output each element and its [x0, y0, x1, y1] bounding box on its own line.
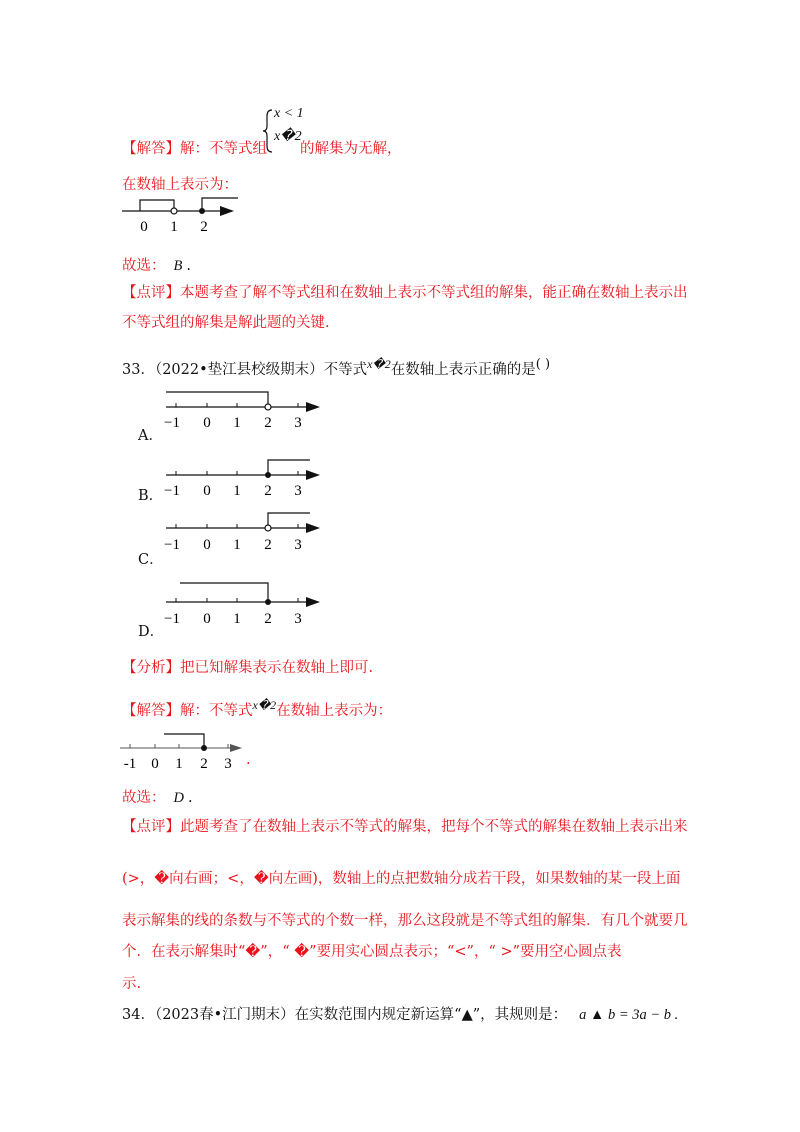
svg-text:1: 1: [175, 756, 183, 772]
answer-bracket: ( ): [535, 357, 551, 372]
option-d-label[interactable]: D．: [138, 624, 165, 640]
q34-stem: 34．（2023春•江门期末）在实数范围内规定新运算“▲”，其规则是： a ▲ b = 3a − b .: [122, 1007, 679, 1023]
prev-comment-line1: 【点评】本题考查了解不等式组和在数轴上表示不等式组的解集，能正确在数轴上表示出: [122, 285, 688, 301]
numberline-intro: 在数轴上表示为：: [122, 177, 238, 193]
q33-comment-line4: 个．在表示解集时“�”，“ �”要用实心圆点表示；“<”，“ >”要用空心圆点表: [122, 944, 622, 960]
svg-text:0: 0: [203, 537, 211, 553]
svg-text:3: 3: [294, 611, 302, 626]
svg-text:1: 1: [233, 611, 241, 626]
prev-numberline: [118, 192, 248, 236]
q33-solution: 【解答】解：不等式$^{x�2}$在数轴上表示为：: [122, 698, 393, 719]
option-a-numberline: [160, 388, 330, 430]
solution-dot: .: [246, 752, 251, 768]
svg-text:1: 1: [233, 483, 241, 496]
q33-comment-line1: 【点评】此题考查了在数轴上表示不等式的解集，把每个不等式的解集在数轴上表示出来: [122, 819, 688, 835]
q33-stem-math: x�2: [367, 357, 391, 371]
option-b-numberline: [160, 454, 330, 496]
svg-text:−1: −1: [164, 483, 180, 496]
system-line1: x < 1: [274, 106, 304, 121]
q33-choice: 故选： D .: [122, 790, 193, 806]
svg-text:-1: -1: [123, 756, 137, 772]
svg-text:2: 2: [264, 611, 272, 626]
tick-label: 2: [200, 219, 208, 235]
tick-label: 0: [140, 219, 148, 235]
open-dot: [171, 208, 177, 214]
svg-text:2: 2: [264, 415, 272, 430]
svg-text:0: 0: [203, 483, 211, 496]
svg-text:1: 1: [233, 537, 241, 553]
filled-dot: [265, 599, 271, 605]
filled-dot: [201, 745, 207, 751]
prev-solution-label: 【解答】解：不等式组: [122, 141, 267, 157]
svg-text:3: 3: [294, 483, 302, 496]
solution-numberline: [118, 728, 258, 772]
option-c-numberline: [160, 505, 330, 553]
q33-comment-line3: 表示解集的线的条数与不等式的个数一样，那么这段就是不等式组的解集．有几个就要几: [122, 913, 688, 929]
option-c-label[interactable]: C．: [138, 552, 164, 568]
q33-solution-math: x�2: [252, 698, 277, 712]
svg-text:1: 1: [233, 415, 241, 430]
q33-comment-line5: 示.: [122, 976, 142, 992]
svg-text:−1: −1: [164, 611, 180, 626]
svg-text:2: 2: [200, 756, 208, 772]
system-line2: x�2: [274, 129, 302, 144]
svg-text:3: 3: [294, 415, 302, 430]
q33-analysis: 【分析】把已知解集表示在数轴上即可.: [122, 660, 374, 676]
svg-text:3: 3: [224, 756, 232, 772]
svg-text:3: 3: [294, 537, 302, 553]
option-d-numberline: [160, 578, 330, 626]
svg-text:0: 0: [203, 415, 211, 430]
svg-text:0: 0: [151, 756, 159, 772]
svg-text:−1: −1: [164, 415, 180, 430]
option-a-label[interactable]: A．: [138, 428, 163, 444]
choice-letter: D: [173, 790, 184, 806]
prev-solution-suffix: 的解集为无解，: [300, 141, 402, 157]
choice-label: 故选：: [122, 790, 166, 806]
choice-letter: B: [173, 258, 183, 274]
open-dot: [265, 525, 271, 531]
tick-label: 1: [170, 219, 178, 235]
q34-rule: a ▲ b = 3a − b .: [579, 1007, 679, 1023]
filled-dot: [265, 472, 271, 478]
filled-dot: [199, 208, 205, 214]
q33-stem: 33．（2022•垫江县校级期末）不等式$^{x�2}$在数轴上表示正确的是( ): [122, 357, 551, 378]
svg-text:−1: −1: [164, 537, 180, 553]
svg-text:2: 2: [264, 483, 272, 496]
open-dot: [265, 404, 271, 410]
svg-text:0: 0: [203, 611, 211, 626]
svg-text:2: 2: [264, 537, 272, 553]
prev-choice: 故选： B .: [122, 258, 191, 274]
choice-label: 故选：: [122, 258, 166, 274]
q33-comment-line2: (>，�向右画；<，�向左画)，数轴上的点把数轴分成若干段，如果数轴的某一段上面: [122, 871, 681, 887]
option-b-label[interactable]: B．: [138, 488, 164, 504]
prev-comment-line2: 不等式组的解集是解此题的关键.: [122, 315, 330, 331]
